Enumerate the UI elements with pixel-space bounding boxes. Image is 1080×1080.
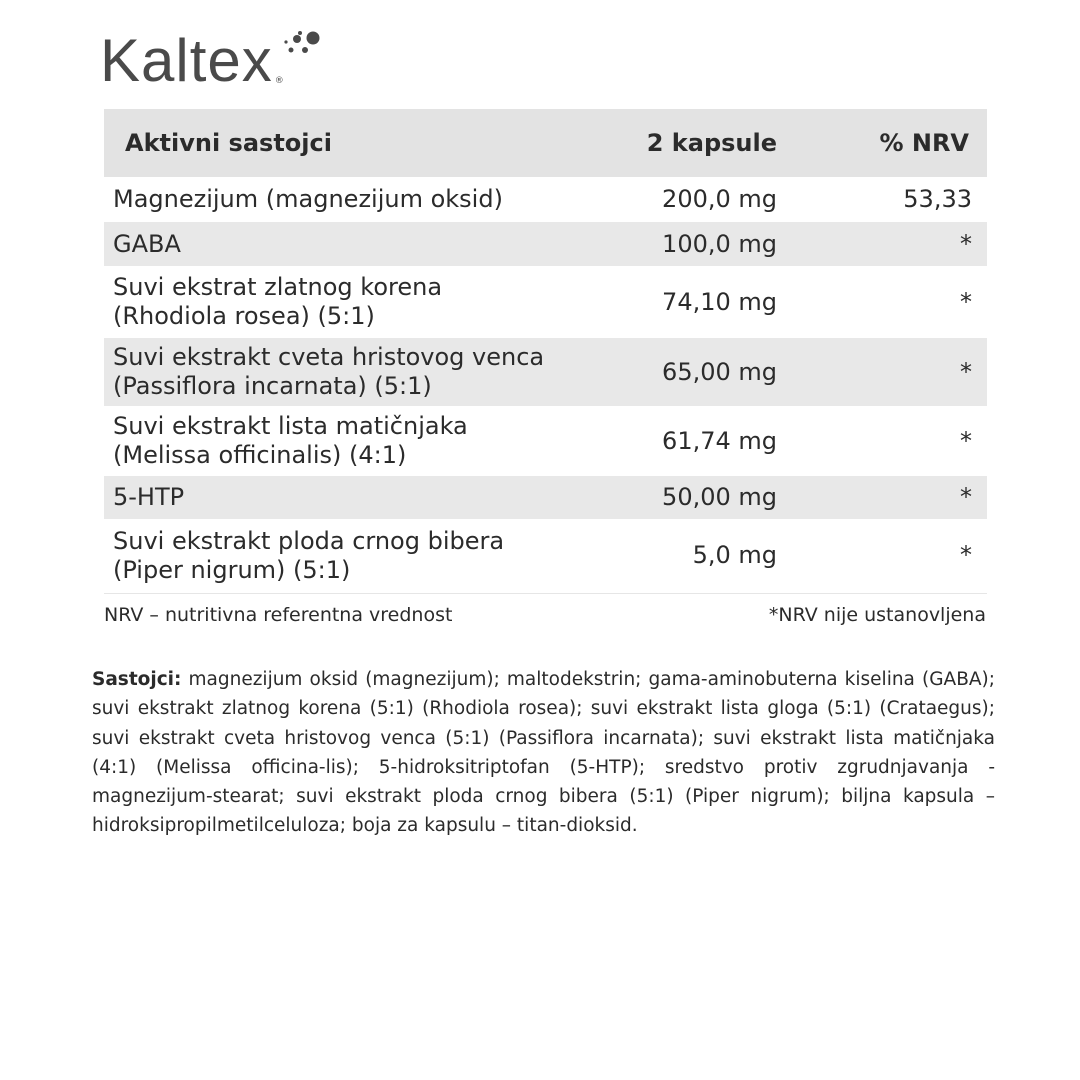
table-row — [104, 177, 987, 222]
ingredient-amount: 5,0 mg — [607, 519, 777, 593]
ingredients-label: Sastojci: — [92, 669, 182, 690]
registered-mark: ® — [274, 76, 284, 86]
table-row — [104, 406, 987, 476]
ingredient-name: Suvi ekstrakt ploda crnog bibera (Piper nigrum) (5:1) — [104, 519, 607, 593]
ingredient-nrv: * — [960, 287, 972, 316]
ingredient-name: 5-HTP — [113, 483, 185, 511]
ingredient-nrv: * — [777, 519, 987, 593]
ingredients-text: magnezijum oksid (magnezijum); maltodekstrin; gama-aminobuterna kiselina (GABA); suvi ekstrakt zlatnog korena (5:1) (Rhodiola rosea); suvi ekstrakt lista gloga (5:1) (Crataegus); suvi ekstrakt cveta hristovog venca (5:1) (Passiflora incarnata); suvi ekstrakt lista matičnjaka (4:1) (Melissa officina-lis); 5-hidroksitriptofan (5-HTP); sredstvo protiv zgrudnjavanja - magnezijum-stearat; suvi ekstrakt ploda crnog bibera (5:1) (Piper nigrum); biljna kapsula – hidroksipropilmetilceluloza; boja za kapsulu – titan-dioksid. — [92, 669, 995, 837]
header-ingredient: Aktivni sastojci — [125, 129, 332, 157]
table-row — [104, 338, 987, 406]
table-header-row — [104, 109, 987, 177]
table-row — [104, 519, 987, 593]
ingredient-nrv: * — [960, 229, 972, 258]
nrv-not-established-note: *NRV nije ustanovljena — [768, 604, 986, 626]
ingredient-nrv: * — [960, 426, 972, 455]
logo-dots-icon — [278, 30, 322, 64]
ingredients-paragraph — [92, 665, 995, 841]
ingredient-amount: 200,0 mg — [662, 185, 777, 213]
ingredient-amount: 65,00 mg — [662, 357, 777, 386]
ingredient-name: GABA — [113, 229, 181, 258]
ingredient-amount: 61,74 mg — [662, 426, 777, 455]
ingredient-amount: 100,0 mg — [662, 229, 777, 258]
ingredient-name: Suvi ekstrakt lista matičnjaka (Melissa officinalis) (4:1) — [113, 412, 468, 469]
ingredient-nrv: * — [960, 357, 972, 386]
ingredient-amount: 74,10 mg — [662, 287, 777, 316]
header-dose: 2 kapsule — [646, 129, 777, 157]
ingredient-name: Suvi ekstrat zlatnog korena (Rhodiola rosea) (5:1) — [113, 273, 443, 330]
ingredient-name: Magnezijum (magnezijum oksid) — [113, 185, 503, 213]
nrv-definition-note: NRV – nutritivna referentna vrednost — [104, 604, 453, 626]
table-row — [104, 222, 987, 266]
table-row — [104, 266, 987, 338]
ingredient-name: Suvi ekstrakt cveta hristovog venca (Passiflora incarnata) (5:1) — [113, 343, 545, 400]
header-nrv: % NRV — [879, 129, 969, 157]
ingredient-nrv: 53,33 — [903, 185, 972, 213]
table-row — [104, 476, 987, 519]
supplement-facts-table — [104, 109, 987, 594]
ingredient-nrv: * — [960, 483, 972, 511]
brand-logo — [100, 27, 284, 94]
ingredient-amount: 50,00 mg — [662, 483, 777, 511]
brand-name: Kaltex — [100, 27, 273, 94]
